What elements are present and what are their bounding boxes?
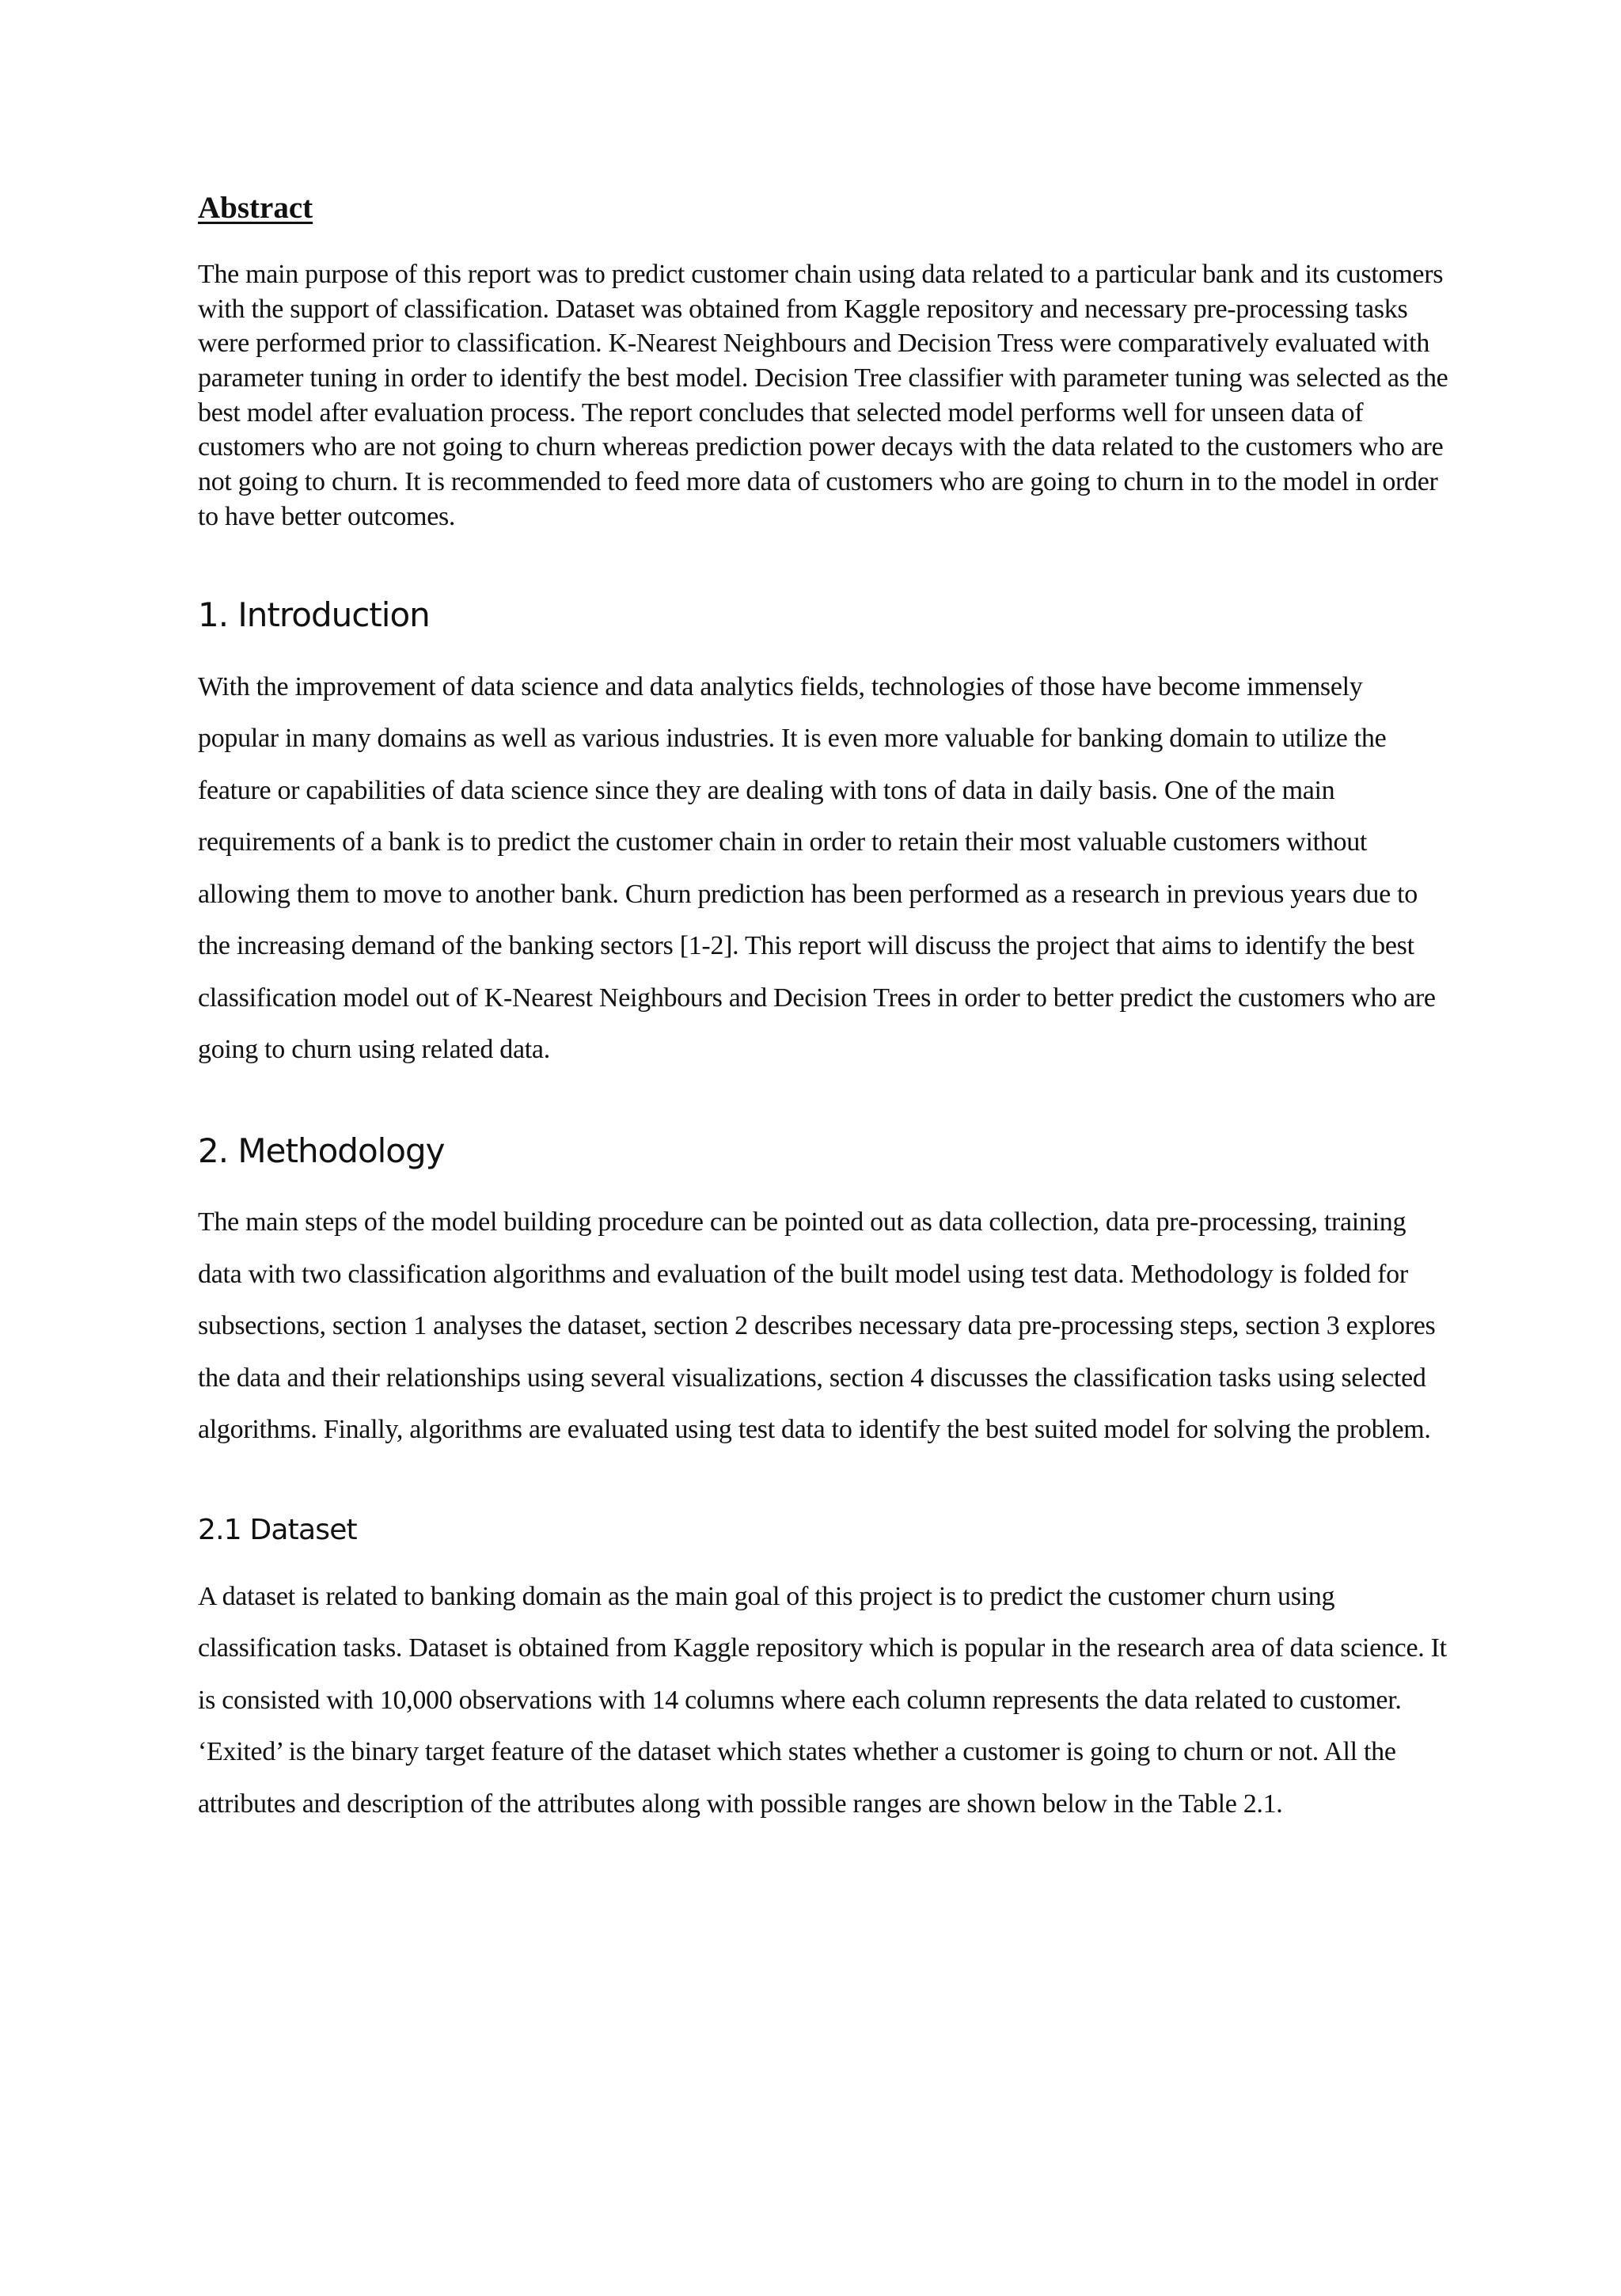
methodology-heading: 2. Methodology bbox=[198, 1131, 445, 1170]
introduction-paragraph: With the improvement of data science and data analytics fields, technologies of those have become immensely popular in many domains as well as various industries. It is even more valuable for banking domain to utilize the feature or capabilities of data science since they are dealing with tons of data in daily basis. One of the main requirements of a bank is to predict the customer chain in order to retain their most valuable customers without allowing them to move to another bank. Churn prediction has been performed as a research in previous years due to the increasing demand of the banking sectors [1-2]. This report will discuss the project that aims to identify the best classification model out of K-Nearest Neighbours and Decision Trees in order to better predict the customers who are going to churn using related data. bbox=[198, 671, 1436, 1065]
abstract-paragraph: The main purpose of this report was to predict customer chain using data related to a particular bank and its customers with the support of classification. Dataset was obtained from Kaggle repository and necessary pre-processing tasks were performed prior to classification. K-Nearest Neighbours and Decision Tress were comparatively evaluated with parameter tuning in order to identify the best model. Decision Tree classifier with parameter tuning was selected as the best model after evaluation process. The report concludes that selected model performs well for unseen data of customers who are not going to churn whereas prediction power decays with the data related to the customers who are not going to churn. It is recommended to feed more data of customers who are going to churn in to the model in order to have better outcomes. bbox=[198, 259, 1448, 531]
dataset-paragraph: A dataset is related to banking domain as the main goal of this project is to predict the customer churn using classification tasks. Dataset is obtained from Kaggle repository which is popular in the research area of data science. It is consisted with 10,000 observations with 14 columns where each column represents the data related to customer. ‘Exited’ is the binary target feature of the dataset which states whether a customer is going to churn or not. All the attributes and description of the attributes along with possible ranges are shown below in the Table 2.1. bbox=[198, 1581, 1447, 1819]
introduction-heading: 1. Introduction bbox=[198, 595, 430, 635]
methodology-paragraph: The main steps of the model building procedure can be pointed out as data collection, data pre-processing, training data with two classification algorithms and evaluation of the built model using test data. Methodology is folded for subsections, section 1 analyses the dataset, section 2 describes necessary data pre-processing steps, section 3 explores the data and their relationships using several visualizations, section 4 discusses the classification tasks using selected algorithms. Finally, algorithms are evaluated using test data to identify the best suited model for solving the problem. bbox=[198, 1207, 1436, 1445]
document-page bbox=[198, 190, 1448, 1830]
abstract-heading: Abstract bbox=[198, 191, 313, 225]
dataset-heading: 2.1 Dataset bbox=[198, 1513, 357, 1546]
